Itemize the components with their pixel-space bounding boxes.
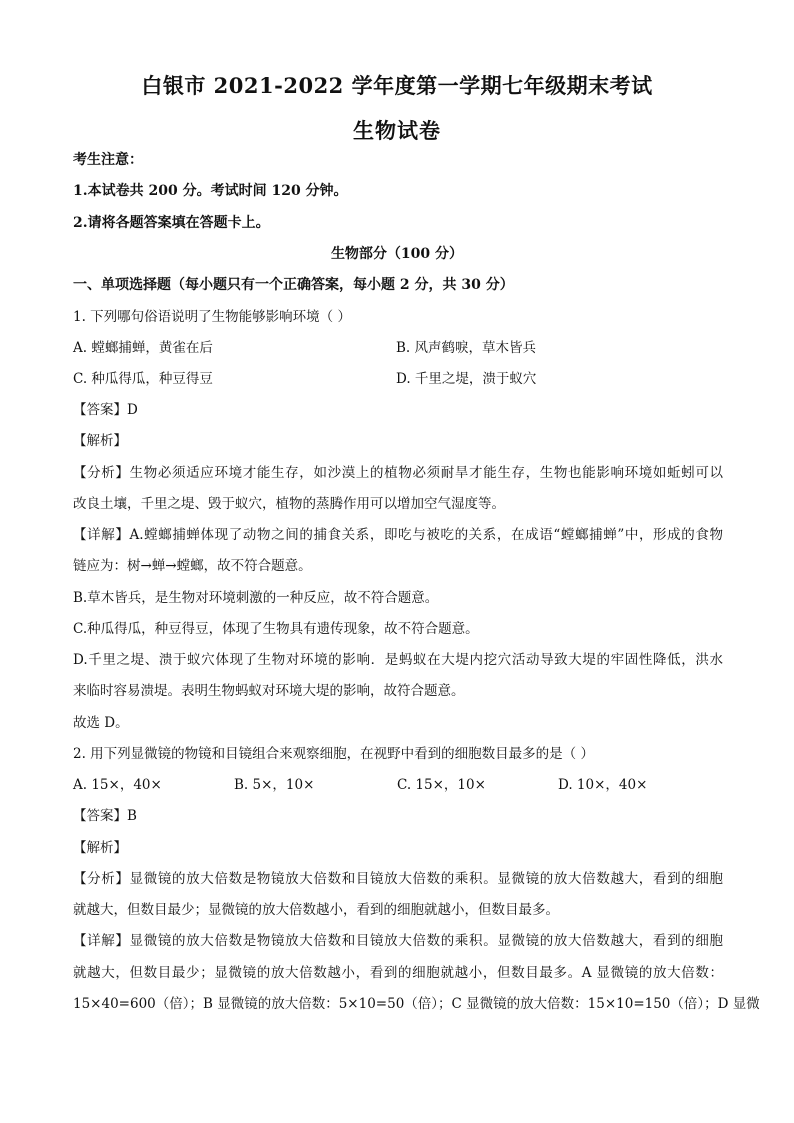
q1-option-b: B. 风声鹤唳，草木皆兵: [396, 340, 537, 356]
q2-option-a: A. 15×，40×: [73, 777, 162, 793]
q2-analysis-label: 【解析】: [73, 840, 127, 856]
q1-answer: 【答案】D: [73, 402, 138, 418]
q1-stem: 1. 下列哪句俗语说明了生物能够影响环境（ ）: [73, 309, 351, 325]
q2-detail-line: 15×40=600（倍）；B 显微镜的放大倍数：5×10=50（倍）；C 显微镜的放大倍数：15×10=150（倍）；D 显微: [73, 996, 760, 1012]
q1-detail-line: B.草木皆兵，是生物对环境刺激的一种反应，故不符合题意。: [73, 590, 439, 606]
q1-detail-line: 【详解】A.螳螂捕蝉体现了动物之间的捕食关系，即吃与被吃的关系，在成语“螳螂捕蝉”中，形成的食物: [73, 527, 723, 543]
q2-analysis-line: 【分析】显微镜的放大倍数是物镜放大倍数和目镜放大倍数的乘积。显微镜的放大倍数越大，看到的细胞: [73, 871, 723, 887]
q2-detail-line: 【详解】显微镜的放大倍数是物镜放大倍数和目镜放大倍数的乘积。显微镜的放大倍数越大，看到的细胞: [73, 933, 723, 949]
q2-option-d: D. 10×，40×: [558, 777, 648, 793]
q2-answer: 【答案】B: [73, 808, 137, 824]
page-subtitle: 生物试卷: [353, 118, 441, 143]
q1-detail-line: 来临时容易溃堤。表明生物蚂蚁对环境大堤的影响，故符合题意。: [73, 683, 465, 699]
q1-detail-line: D.千里之堤、溃于蚁穴体现了生物对环境的影响．是蚂蚁在大堤内挖穴活动导致大堤的牢固性降低，洪水: [73, 652, 723, 668]
q1-analysis-line: 改良土壤，千里之堤、毁于蚁穴，植物的蒸腾作用可以增加空气湿度等。: [73, 496, 505, 512]
q2-detail-line: 就越大，但数目最少；显微镜的放大倍数越小，看到的细胞就越小，但数目最多。A 显微镜的放大倍数：: [73, 965, 723, 981]
q1-detail-line: 链应为：树→蝉→螳螂，故不符合题意。: [73, 558, 312, 574]
q1-detail-line: 故选 D。: [73, 715, 129, 731]
section-heading: 一、单项选择题（每小题只有一个正确答案，每小题 2 分，共 30 分）: [73, 277, 514, 293]
q1-analysis-line: 【分析】生物必须适应环境才能生存，如沙漠上的植物必须耐旱才能生存，生物也能影响环境如蚯蚓可以: [73, 465, 723, 481]
q1-option-d: D. 千里之堤，溃于蚁穴: [396, 371, 537, 387]
q1-option-a: A. 螳螂捕蝉，黄雀在后: [73, 340, 213, 356]
notice-item-1: 1.本试卷共 200 分。考试时间 120 分钟。: [73, 183, 348, 199]
q1-analysis-label: 【解析】: [73, 433, 127, 449]
q2-option-b: B. 5×，10×: [234, 777, 315, 793]
notice-item-2: 2.请将各题答案填在答题卡上。: [73, 215, 270, 231]
part-title: 生物部分（100 分）: [330, 246, 464, 262]
q2-option-c: C. 15×，10×: [397, 777, 486, 793]
q1-option-c: C. 种瓜得瓜，种豆得豆: [73, 371, 213, 387]
notice-heading: 考生注意：: [73, 152, 143, 168]
q1-detail-line: C.种瓜得瓜，种豆得豆，体现了生物具有遗传现象，故不符合题意。: [73, 621, 479, 637]
q2-stem: 2. 用下列显微镜的物镜和目镜组合来观察细胞，在视野中看到的细胞数目最多的是（ ）: [73, 746, 594, 762]
page-title: 白银市 2021-2022 学年度第一学期七年级期末考试: [141, 73, 653, 98]
q2-analysis-line: 就越大，但数目最少；显微镜的放大倍数越小，看到的细胞就越小，但数目最多。: [73, 902, 559, 918]
